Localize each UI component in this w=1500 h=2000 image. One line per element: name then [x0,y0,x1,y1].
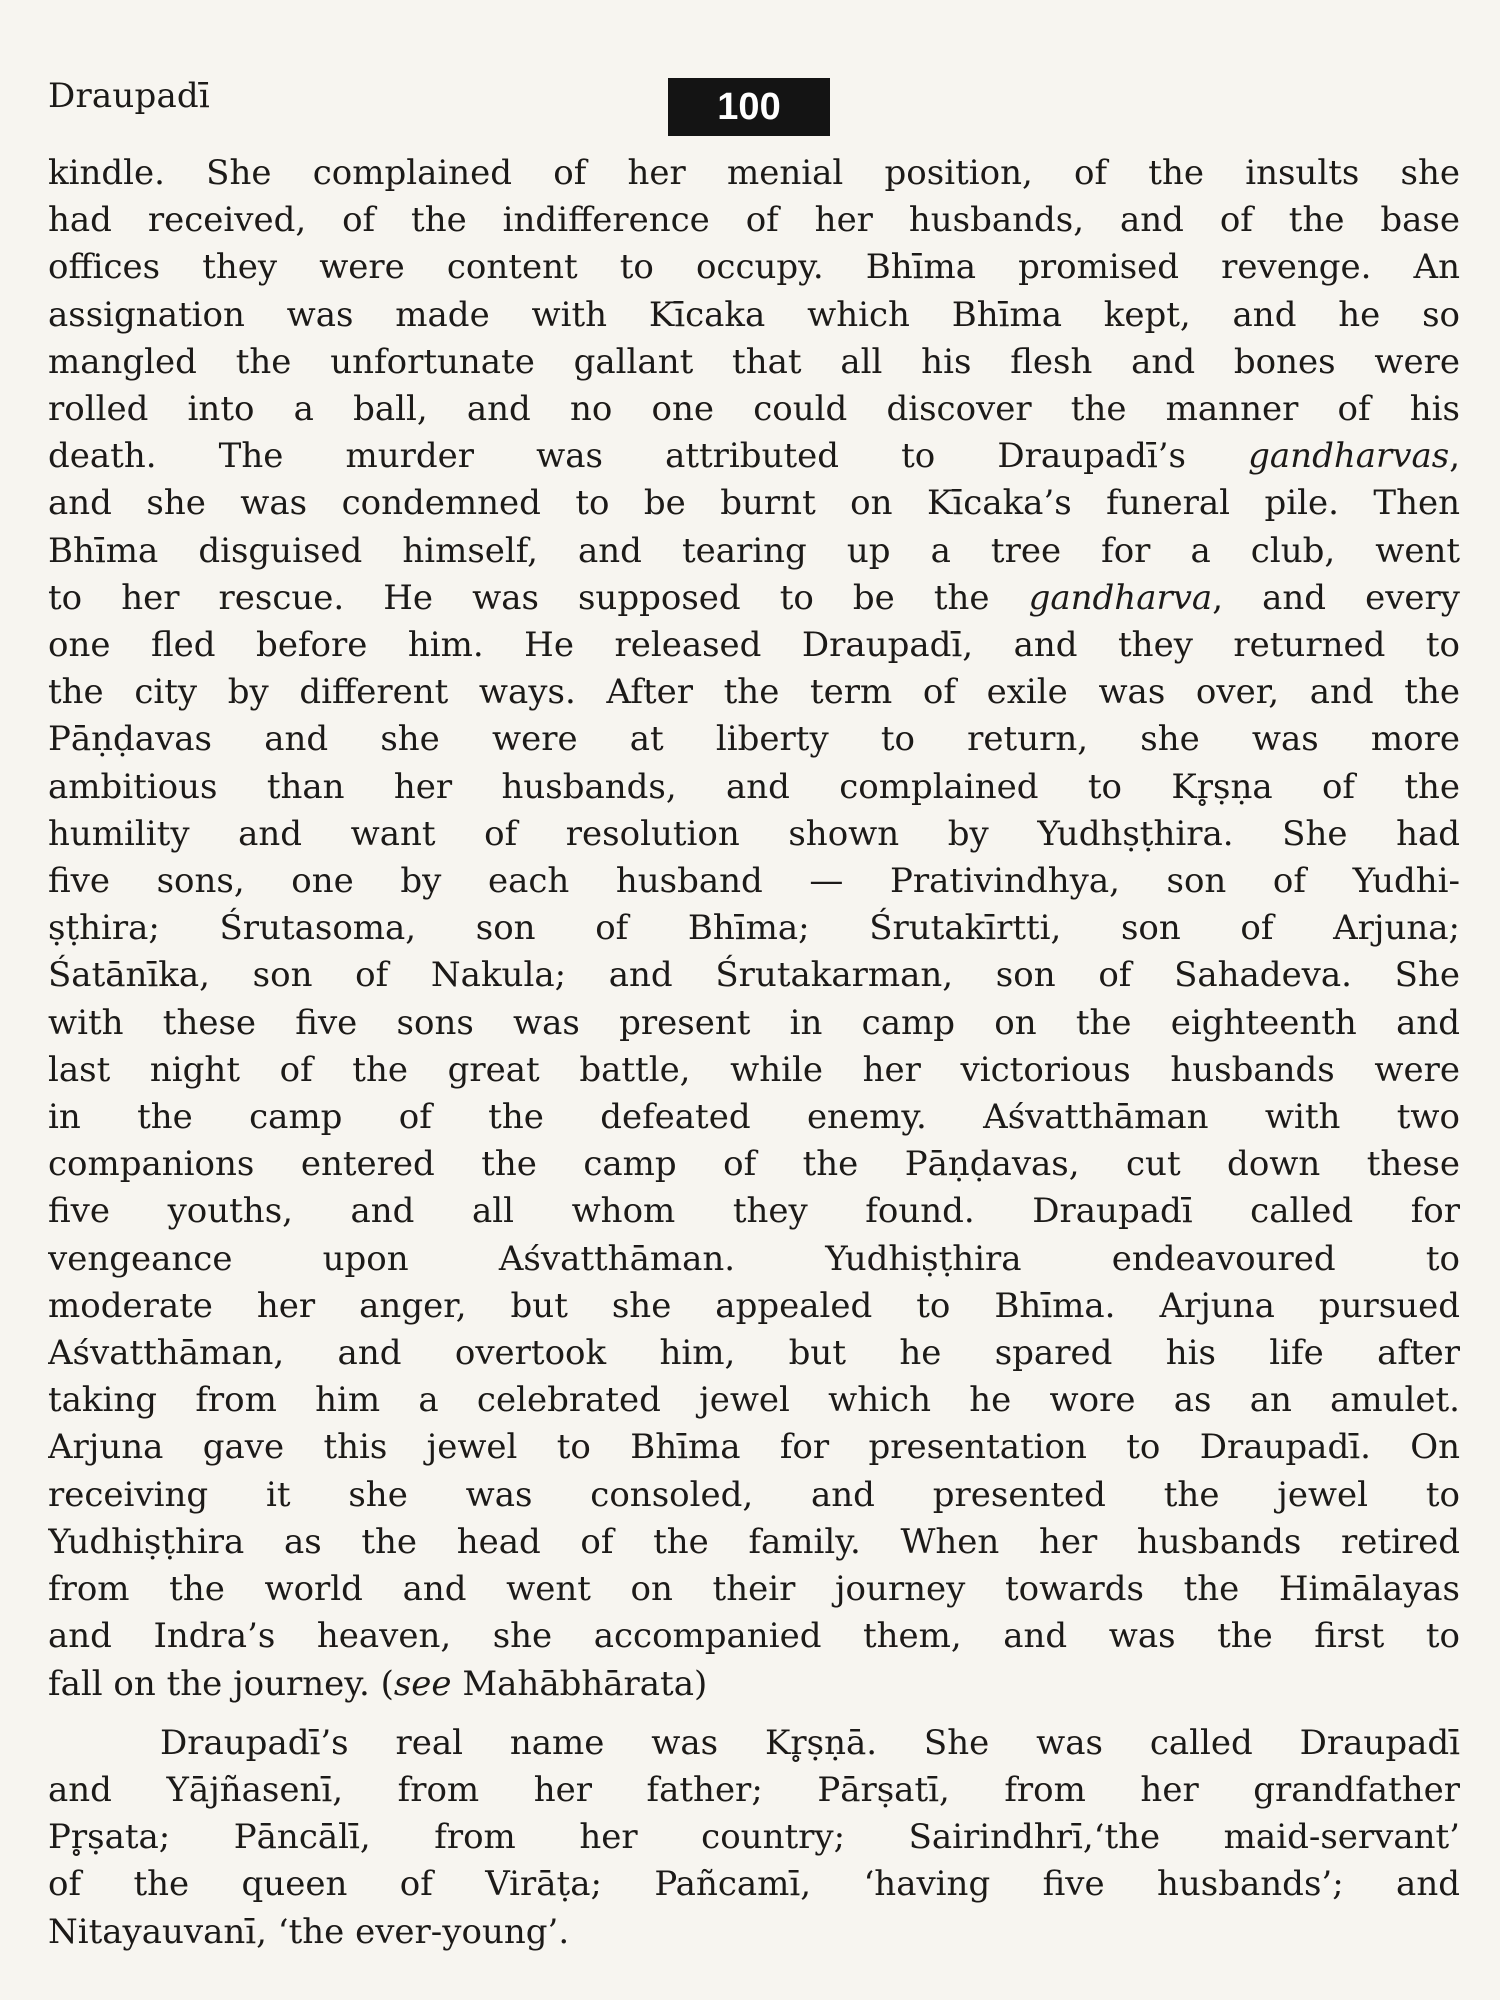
text-line: one fled before him. He released Draupadī, and they returned to [48,625,1460,666]
text-line: Pāṇḍavas and she were at liberty to return, she was more [48,719,1460,760]
text-line: humility and want of resolution shown by Yudhṣṭhira. She had [48,813,1460,854]
text-line: five sons, one by each husband — Prativindhya, son of Yudhi- [48,861,1460,902]
text-line: had received, of the indifference of her husbands, and of the base [48,200,1460,241]
text-line: from the world and went on their journey towards the Himālayas [48,1569,1460,1610]
text-line: offices they were content to occupy. Bhīma promised revenge. An [48,247,1460,288]
text-line: ṣṭhira; Śrutasoma, son of Bhīma; Śrutakīrtti, son of Arjuna; [48,908,1460,949]
text-line: to her rescue. He was supposed to be the gandharva, and every [48,577,1460,618]
text-line: the city by different ways. After the term of exile was over, and the [48,672,1460,713]
text-line: of the queen of Virāṭa; Pañcamī, ‘having five husbands’; and [48,1864,1460,1905]
text-line: Bhīma disguised himself, and tearing up a tree for a club, went [48,530,1460,571]
text-line: and Yājñasenī, from her father; Pārṣatī, from her grandfather [48,1769,1460,1810]
text-line: Draupadī’s real name was Kr̥ṣṇā. She was called Draupadī [160,1722,1460,1763]
text-line: ambitious than her husbands, and complained to Kr̥ṣṇa of the [48,766,1460,807]
text-line: and Indra’s heaven, she accompanied them, and was the first to [48,1616,1460,1657]
text-line: death. The murder was attributed to Draupadī’s gandharvas, [48,436,1460,477]
text-line: Arjuna gave this jewel to Bhīma for presentation to Draupadī. On [48,1427,1460,1468]
running-head: Draupadī [48,76,210,116]
text-line: and she was condemned to be burnt on Kīcaka’s funeral pile. Then [48,483,1460,524]
text-line: taking from him a celebrated jewel which he wore as an amulet. [48,1380,1460,1421]
page-number-badge: 100 [668,78,830,136]
text-line: fall on the journey. (see Mahābhārata) [48,1663,708,1704]
text-line: vengeance upon Aśvatthāman. Yudhiṣṭhira endeavoured to [48,1238,1460,1279]
text-line: five youths, and all whom they found. Draupadī called for [48,1191,1460,1232]
text-line: receiving it she was consoled, and presented the jewel to [48,1474,1460,1515]
paragraph-1 [48,150,1460,1708]
text-line: Aśvatthāman, and overtook him, but he spared his life after [48,1333,1460,1374]
text-line: companions entered the camp of the Pāṇḍavas, cut down these [48,1144,1460,1185]
text-line: Śatānīka, son of Nakula; and Śrutakarman, son of Sahadeva. She [48,955,1460,996]
paragraph-2 [48,1720,1460,1956]
text-line: Nitayauvanī, ‘the ever-young’. [48,1911,570,1952]
text-line: assignation was made with Kīcaka which Bhīma kept, and he so [48,294,1460,335]
text-line: moderate her anger, but she appealed to Bhīma. Arjuna pursued [48,1285,1460,1326]
text-line: Yudhiṣṭhira as the head of the family. When her husbands retired [48,1521,1460,1562]
text-line: with these five sons was present in camp on the eighteenth and [48,1002,1460,1043]
paragraph-gap [48,1708,1460,1720]
text-line: last night of the great battle, while her victorious husbands were [48,1049,1460,1090]
text-line: in the camp of the defeated enemy. Aśvatthāman with two [48,1097,1460,1138]
text-line: rolled into a ball, and no one could discover the manner of his [48,389,1460,430]
text-line: mangled the unfortunate gallant that all his flesh and bones were [48,341,1460,382]
text-line: kindle. She complained of her menial position, of the insults she [48,153,1460,193]
text-line: Pr̥ṣata; Pāncālī, from her country; Sairindhrī,‘the maid-servant’ [48,1817,1460,1858]
body-text [48,150,1460,1956]
